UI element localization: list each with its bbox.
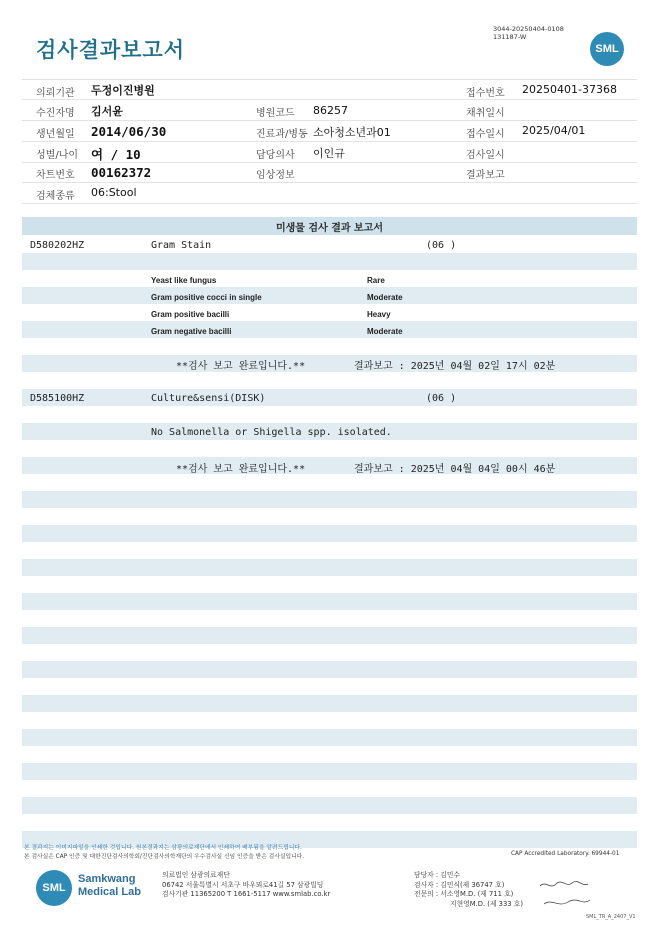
request-org: 두정이진병원 xyxy=(91,84,155,97)
org-contact: 검사기관 11365200 T 1661-5117 www.smlab.co.kr xyxy=(162,890,331,898)
report-complete: **검사 보고 완료입니다.** xyxy=(176,361,306,372)
org-name: 의료법인 삼광의료재단 xyxy=(162,871,230,879)
finding-name: Yeast like fungus xyxy=(151,276,217,285)
test-specimen: (06 ) xyxy=(426,240,457,251)
test-note: No Salmonella or Shigella spp. isolated. xyxy=(151,427,392,438)
org-info xyxy=(162,871,330,900)
sex-age: 여 / 10 xyxy=(91,147,141,162)
finding-name: Gram positive cocci in single xyxy=(151,293,262,302)
sex-age-label: 성별/나이 xyxy=(36,150,79,161)
test-specimen: (06 ) xyxy=(426,393,457,404)
document-id xyxy=(493,25,564,41)
test-code: D585100HZ xyxy=(30,393,85,404)
finding-result: Rare xyxy=(367,276,385,285)
receipt-date: 2025/04/01 xyxy=(522,124,586,137)
dept: 소아청소년과01 xyxy=(313,126,391,139)
sml-logo-icon: SML xyxy=(36,870,72,906)
clinical-label: 임상정보 xyxy=(256,170,295,181)
receipt-no-label: 접수번호 xyxy=(466,88,505,99)
cap-accreditation: CAP Accredited Laboratory. 69944-01 xyxy=(511,851,620,857)
request-org-label: 의뢰기관 xyxy=(36,88,75,99)
dob: 2014/06/30 xyxy=(91,124,167,139)
report-time: 결과보고 : 2025년 04월 04일 00시 46분 xyxy=(354,464,556,475)
finding-name: Gram positive bacilli xyxy=(151,310,230,319)
dept-label: 진료과/병동 xyxy=(256,129,308,140)
doctor: 이인규 xyxy=(313,147,345,160)
specimen-label: 검체종류 xyxy=(36,191,75,202)
brand-name xyxy=(78,873,141,899)
receipt-date-label: 접수일시 xyxy=(466,129,505,140)
report-title: 검사결과보고서 xyxy=(36,38,186,62)
specimen: 06:Stool xyxy=(91,186,137,199)
patient-label: 수진자명 xyxy=(36,108,75,119)
finding-name: Gram negative bacilli xyxy=(151,327,232,336)
brand-line-2: Medical Lab xyxy=(78,886,141,898)
collect-date-label: 채취일시 xyxy=(466,108,505,119)
section-title: 미생물 검사 결과 보고서 xyxy=(22,217,637,235)
signature-icon xyxy=(538,878,598,914)
manager: 담당자 : 김민수 xyxy=(414,871,461,879)
report-complete: **검사 보고 완료입니다.** xyxy=(176,464,306,475)
accreditation-notice: 본 검사실은 CAP 인증 및 대한진단검사의학회/진단검사의학재단의 우수검사실 신임 인증을 받은 검사실입니다. xyxy=(24,854,305,860)
image-notice: 본 결과지는 이미지파일을 인쇄한 것입니다. 원본결과지는 삼광의료재단에서 인쇄하여 배부됨을 알려드립니다. xyxy=(24,845,302,851)
hospital-code-label: 병원코드 xyxy=(256,108,295,119)
dob-label: 생년월일 xyxy=(36,129,75,140)
patient-name: 김서윤 xyxy=(91,105,123,118)
signatory-block xyxy=(414,871,523,909)
sml-logo-icon: SML xyxy=(590,32,624,66)
form-code: SML_TR_A_2407_V1 xyxy=(586,914,636,920)
chart-no: 00162372 xyxy=(91,165,152,180)
hospital-code: 86257 xyxy=(313,104,348,117)
document-id-line-2: 131187-W xyxy=(493,33,527,41)
finding-result: Moderate xyxy=(367,327,403,336)
report-time: 결과보고 : 2025년 04월 02일 17시 02분 xyxy=(354,361,556,372)
report-label: 결과보고 xyxy=(466,170,505,181)
finding-result: Heavy xyxy=(367,310,391,319)
test-name: Culture&sensi(DISK) xyxy=(151,393,266,404)
specialist: 지현영M.D. (제 333 호) xyxy=(450,899,524,908)
examiner: 검사자 : 김민식(제 36747 호) xyxy=(414,880,505,889)
document-id-line-1: 3044-20250404-0108 xyxy=(493,25,564,33)
receipt-no: 20250401-37368 xyxy=(522,83,617,96)
org-address: 06742 서울특별시 서초구 바우뫼로41길 57 삼광빌딩 xyxy=(162,880,324,889)
test-code: D580202HZ xyxy=(30,240,85,251)
doctor-label: 담당의사 xyxy=(256,150,295,161)
test-name: Gram Stain xyxy=(151,240,212,251)
test-date-label: 검사일시 xyxy=(466,150,505,161)
chart-no-label: 차트번호 xyxy=(36,170,75,181)
specialist: 전문의 : 서소영M.D. (제 711 호) xyxy=(414,890,514,898)
brand-line-1: Samkwang xyxy=(78,873,136,885)
finding-result: Moderate xyxy=(367,293,403,302)
